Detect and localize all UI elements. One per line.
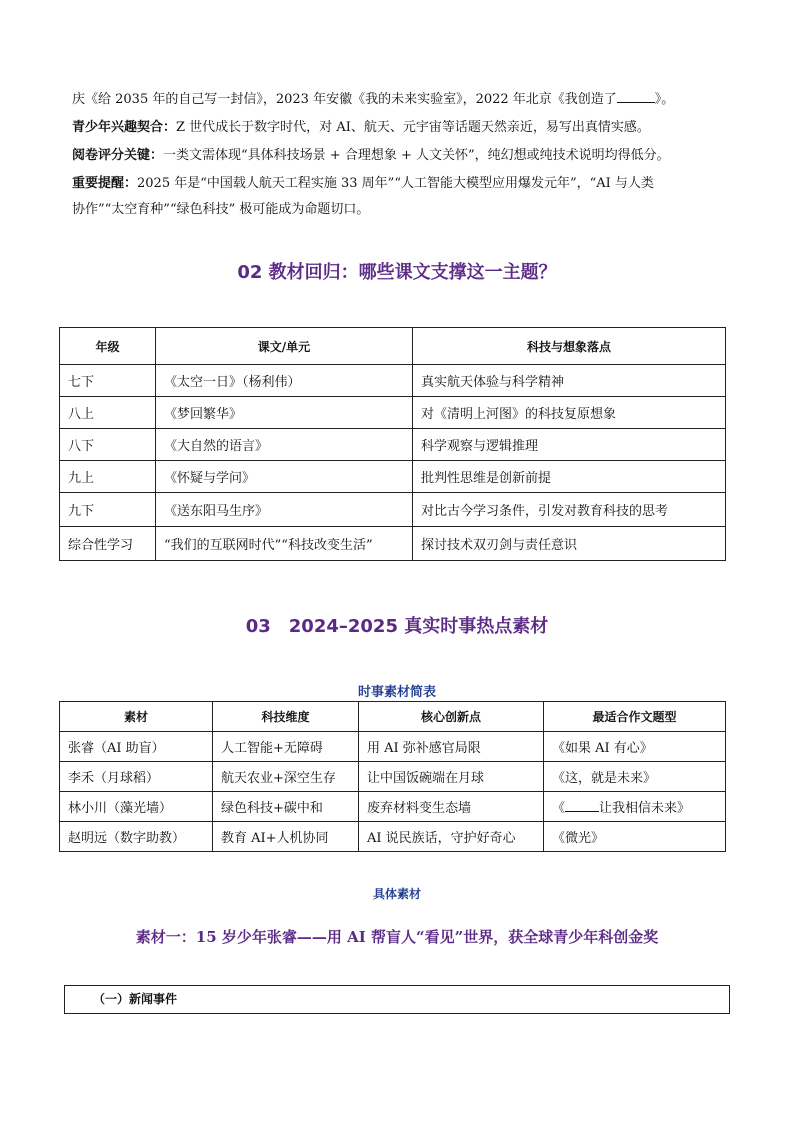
scoring-label: 阅卷评分关键： (72, 148, 164, 163)
table-row (60, 397, 726, 429)
essay-type-prefix: 《 (552, 801, 566, 816)
interest-text: Z 世代成长于数字时代，对 AI、航天、元宇宙等话题天然亲近，易写出真情实感。 (176, 120, 650, 135)
cell-focus: 科学观察与逻辑推理 (413, 429, 726, 461)
intro-line-3 (72, 142, 732, 170)
cell-material: 赵明远（数字助教） (60, 822, 213, 852)
table-row (60, 365, 726, 397)
news-event-label: （一）新闻事件 (93, 992, 178, 1006)
table-row (60, 762, 726, 792)
interest-label: 青少年兴趣契合： (72, 120, 177, 135)
intro-text: 庆《给 2035 年的自己写一封信》，2023 年安徽《我的未来实验室》，2022 年北京《我创造了 (72, 92, 617, 107)
cell-lesson: 《梦回繁华》 (156, 397, 413, 429)
cell-grade: 九下 (60, 493, 156, 527)
col-header-innovation: 核心创新点 (359, 702, 544, 732)
cell-grade: 九上 (60, 461, 156, 493)
intro-line-5 (72, 196, 732, 224)
cell-grade: 八下 (60, 429, 156, 461)
cell-essay-type: 《如果 AI 有心》 (544, 732, 726, 762)
table-row (60, 822, 726, 852)
cell-innovation: 用 AI 弥补感官局限 (359, 732, 544, 762)
material-one-title: 素材一：15 岁少年张睿——用 AI 帮盲人“看见”世界，获全球青少年科创金奖 (135, 928, 659, 946)
essay-type-suffix: 让我相信未来》 (599, 801, 691, 816)
cell-dimension: 航天农业+深空生存 (213, 762, 359, 792)
cell-material: 李禾（月球稻） (60, 762, 213, 792)
table-header-row (60, 328, 726, 365)
reminder-text-cont: 协作”“太空育种”“绿色科技” 极可能成为命题切口。 (72, 202, 370, 217)
specific-material-label: 具体素材 (372, 887, 421, 901)
table-row (60, 461, 726, 493)
cell-lesson: “我们的互联网时代”“科技改变生活” (156, 527, 413, 561)
fill-blank (565, 799, 599, 812)
textbook-table (59, 327, 726, 561)
cell-focus: 真实航天体验与科学精神 (413, 365, 726, 397)
cell-essay-type: 《微光》 (544, 822, 726, 852)
news-event-box (64, 985, 730, 1014)
cell-lesson: 《大自然的语言》 (156, 429, 413, 461)
reminder-label: 重要提醒： (72, 176, 138, 191)
cell-dimension: 教育 AI+人机协同 (213, 822, 359, 852)
table-row (60, 493, 726, 527)
section3-heading: 03 2024–2025 真实时事热点素材 (245, 616, 549, 637)
cell-grade: 八上 (60, 397, 156, 429)
table-caption: 时事素材简表 (357, 685, 436, 700)
cell-innovation: 废弃材料变生态墙 (359, 792, 544, 822)
cell-dimension: 人工智能+无障碍 (213, 732, 359, 762)
col-header-grade: 年级 (60, 328, 156, 365)
cell-innovation: 让中国饭碗端在月球 (359, 762, 544, 792)
intro-text-end: 》。 (654, 92, 675, 107)
cell-lesson: 《送东阳马生序》 (156, 493, 413, 527)
cell-lesson: 《太空一日》（杨利伟） (156, 365, 413, 397)
cell-grade: 七下 (60, 365, 156, 397)
scoring-text: 一类文需体现“具体科技场景 + 合理想象 + 人文关怀”，纯幻想或纯技术说明均得低分。 (163, 148, 670, 163)
intro-line-1 (72, 86, 732, 114)
col-header-material: 素材 (60, 702, 213, 732)
table-header-row (60, 702, 726, 732)
section2-heading: 02 教材回归：哪些课文支撑这一主题？ (237, 262, 557, 283)
cell-focus: 探讨技术双刃剑与责任意识 (413, 527, 726, 561)
table-row (60, 792, 726, 822)
col-header-lesson: 课文/单元 (156, 328, 413, 365)
news-material-table (59, 701, 726, 852)
intro-line-4 (72, 170, 732, 198)
cell-dimension: 绿色科技+碳中和 (213, 792, 359, 822)
cell-material: 张睿（AI 助盲） (60, 732, 213, 762)
table-row (60, 429, 726, 461)
cell-essay-type: 《这，就是未来》 (544, 762, 726, 792)
cell-focus: 批判性思维是创新前提 (413, 461, 726, 493)
intro-line-2 (72, 114, 732, 142)
cell-innovation: AI 说民族话，守护好奇心 (359, 822, 544, 852)
table-row (60, 732, 726, 762)
col-header-dimension: 科技维度 (213, 702, 359, 732)
cell-essay-type (544, 792, 726, 822)
table-row (60, 527, 726, 561)
fill-blank (617, 90, 655, 103)
reminder-text: 2025 年是“中国载人航天工程实施 33 周年”“人工智能大模型应用爆发元年”，“AI 与人类 (137, 176, 654, 191)
cell-material: 林小川（藻光墙） (60, 792, 213, 822)
col-header-essay-type: 最适合作文题型 (544, 702, 726, 732)
cell-focus: 对比古今学习条件，引发对教育科技的思考 (413, 493, 726, 527)
col-header-focus: 科技与想象落点 (413, 328, 726, 365)
cell-grade: 综合性学习 (60, 527, 156, 561)
cell-focus: 对《清明上河图》的科技复原想象 (413, 397, 726, 429)
cell-lesson: 《怀疑与学问》 (156, 461, 413, 493)
